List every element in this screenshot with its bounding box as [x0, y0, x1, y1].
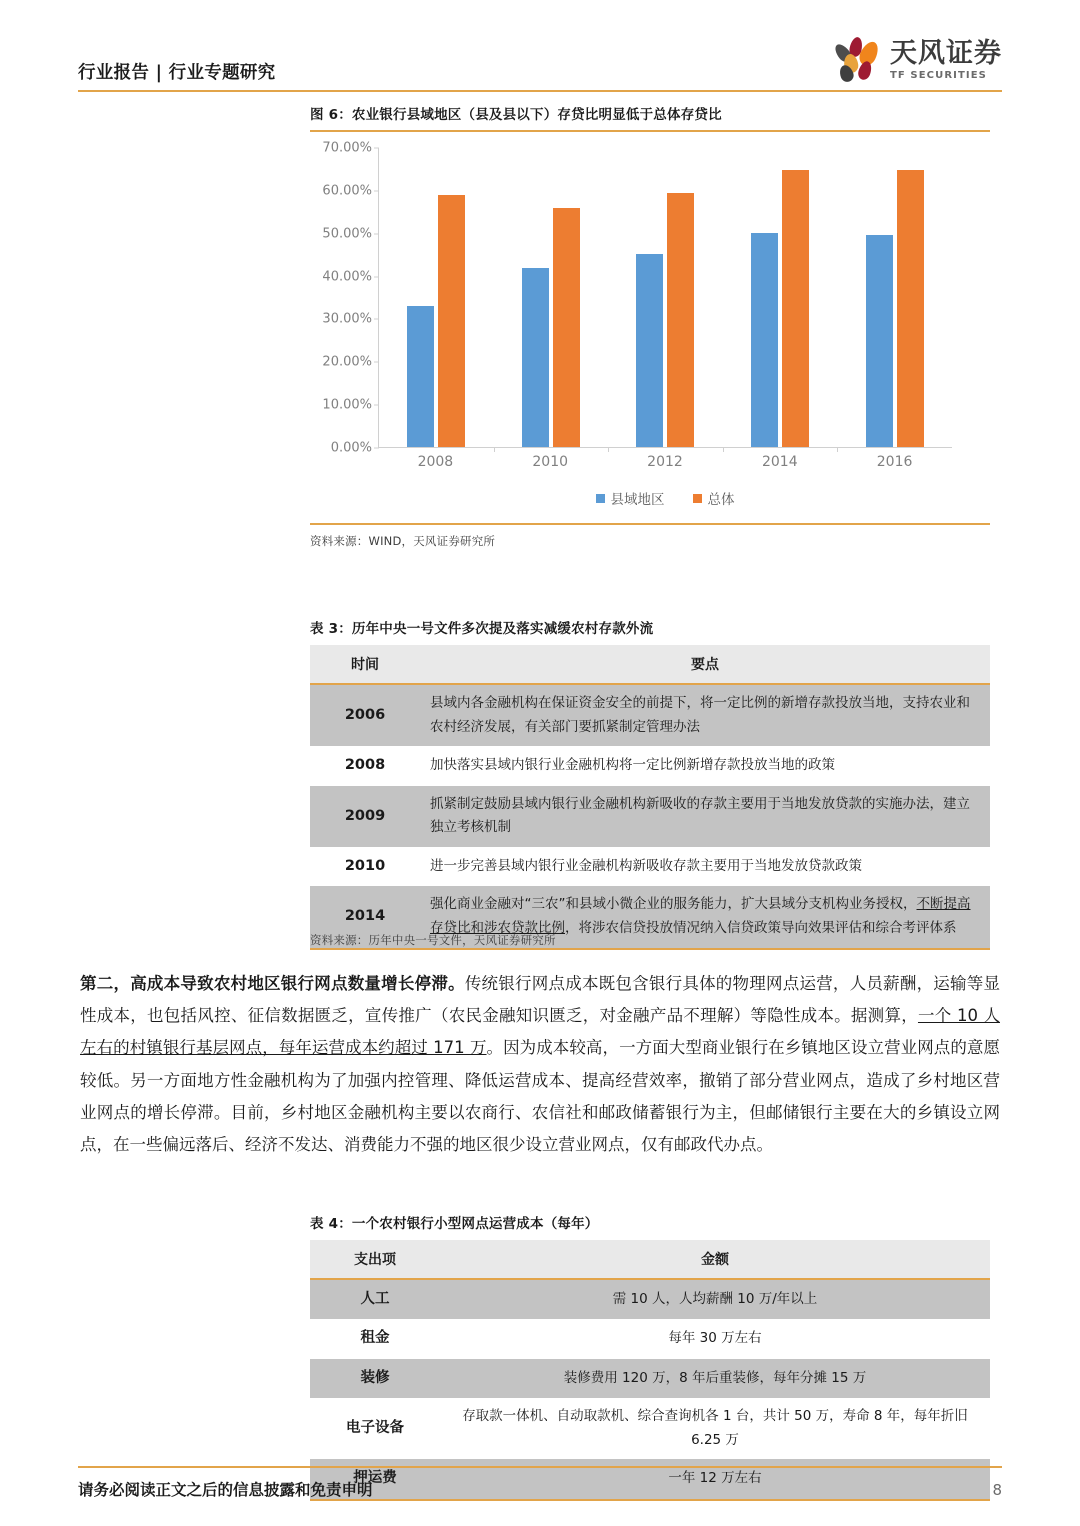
body-paragraph — [80, 968, 1000, 1161]
table3-cell-year: 2010 — [310, 847, 420, 886]
table4-row — [310, 1279, 990, 1319]
table4 — [310, 1240, 990, 1499]
chart-y-tick-mark — [374, 148, 379, 149]
table3-cell-point: 抓紧制定鼓励县域内银行业金融机构新吸收的存款主要用于当地发放贷款的实施办法，建立独立考核机制 — [420, 786, 990, 847]
chart-plot-area — [322, 140, 952, 456]
chart-y-tick-label: 50.00% — [322, 226, 372, 242]
table3-cell-year: 2014 — [310, 886, 420, 947]
table4-cell-amount: 装修费用 120 万，8 年后重装修，每年分摊 15 万 — [440, 1359, 990, 1398]
table4-cell-amount: 需 10 人，人均薪酬 10 万/年以上 — [440, 1279, 990, 1319]
table4-cell-amount: 存取款一体机、自动取款机、综合查询机各 1 台，共计 50 万，寿命 8 年，每年折旧 6.25 万 — [440, 1398, 990, 1459]
figure6-caption-block — [310, 103, 990, 132]
table3-bottom-divider — [310, 948, 990, 950]
table3-point-part-b: ，将涉农信贷投放情况纳入信贷政策导向效果评估和综合考评体系 — [565, 919, 957, 936]
legend-swatch-icon — [596, 494, 605, 503]
table4-row — [310, 1319, 990, 1358]
figure6-chart — [310, 140, 990, 530]
table3-cell-point: 加快落实县域内银行业金融机构将一定比例新增存款投放当地的政策 — [420, 746, 990, 785]
table4-caption-block — [310, 1212, 990, 1239]
page-footer — [78, 1466, 1002, 1500]
table4-cell-item: 装修 — [310, 1359, 440, 1398]
logo-chinese-name: 天风证券 — [890, 37, 1002, 69]
table4-cell-item: 押运费 — [310, 1459, 440, 1498]
legend-label: 总体 — [707, 492, 735, 508]
header-breadcrumb: 行业报告 | 行业专题研究 — [78, 63, 276, 83]
logo-wordmark — [890, 37, 1002, 81]
chart-legend — [378, 488, 952, 508]
legend-swatch-icon — [693, 494, 702, 503]
chart-y-tick-label: 10.00% — [322, 397, 372, 413]
chart-bar — [438, 195, 465, 447]
chart-y-tick-mark — [374, 319, 379, 320]
chart-y-tick-mark — [374, 405, 379, 406]
chart-bar-group — [379, 148, 494, 447]
footer-disclaimer: 请务必阅读正文之后的信息披露和免责申明 — [78, 1481, 373, 1499]
chart-y-tick-mark — [374, 362, 379, 363]
table3-body — [310, 684, 990, 948]
logo-flower-icon — [835, 37, 883, 83]
chart-bar — [522, 268, 549, 447]
chart-bar — [636, 254, 663, 447]
chart-legend-item[interactable] — [693, 488, 735, 508]
figure6-source-block — [310, 523, 990, 549]
figure6-source: 资料来源：WIND，天风证券研究所 — [310, 534, 496, 548]
chart-y-tick-label: 20.00% — [322, 354, 372, 370]
table4-cell-item: 人工 — [310, 1279, 440, 1319]
chart-y-tick-mark — [374, 448, 379, 449]
chart-x-tick-label: 2014 — [761, 454, 798, 470]
table3-row — [310, 786, 990, 847]
table4-cell-item: 电子设备 — [310, 1398, 440, 1459]
chart-x-axis-labels — [378, 454, 952, 470]
body-text-b: 。因为成本较高，一方面大型商业银行在乡镇地区设立营业网点的意愿较低。另一方面地方性金融机构为了加强内控管理、降低运营成本、提高经营效率，撤销了部分营业网点，造成了乡村地区营业网点的增长停滞。目前，乡村地区金融机构主要以农商行、农信社和邮政储蓄银行为主，但邮储银行主要在大的乡镇设立网点，在一些偏远落后、经济不发达、消费能力不强的地区很少设立营业网点，仅有邮政代办点。 — [80, 1038, 1001, 1154]
table3-cell-point: 县域内各金融机构在保证资金安全的前提下，将一定比例的新增存款投放当地，支持农业和农村经济发展，有关部门要抓紧制定管理办法 — [420, 684, 990, 746]
chart-bar — [897, 170, 924, 447]
chart-bar-group — [837, 148, 952, 447]
table3-row — [310, 684, 990, 746]
chart-bar-groups — [379, 148, 952, 447]
chart-y-tick-mark — [374, 276, 379, 277]
table4-cell-amount: 一年 12 万左右 — [440, 1459, 990, 1498]
figure6-caption-divider — [310, 130, 990, 132]
chart-bar — [751, 233, 778, 447]
body-lead-sentence: 第二，高成本导致农村地区银行网点数量增长停滞。 — [80, 974, 465, 993]
table3-caption-block — [310, 617, 990, 644]
chart-x-tick-label: 2008 — [417, 454, 454, 470]
table4-col-amount: 金额 — [440, 1240, 990, 1279]
chart-y-tick-mark — [374, 190, 379, 191]
chart-bar — [782, 170, 809, 447]
figure6-caption: 图 6：农业银行县域地区（县及县以下）存贷比明显低于总体存贷比 — [310, 107, 722, 123]
table3-source: 资料来源：历年中央一号文件，天风证券研究所 — [310, 933, 556, 947]
chart-y-tick-label: 60.00% — [322, 183, 372, 199]
table3-source-block — [310, 928, 990, 948]
chart-x-tick-label: 2012 — [647, 454, 683, 470]
table4-caption: 表 4：一个农村银行小型网点运营成本（每年） — [310, 1216, 599, 1232]
page-header — [78, 34, 1002, 92]
table4-row — [310, 1398, 990, 1459]
chart-y-tick-label: 40.00% — [322, 269, 372, 285]
tf-securities-logo — [835, 34, 1002, 86]
table4-cell-item: 租金 — [310, 1319, 440, 1358]
legend-label: 县域地区 — [610, 492, 665, 508]
table3-cell-year: 2006 — [310, 684, 420, 746]
table3-header-row — [310, 645, 990, 684]
chart-bar-group — [723, 148, 838, 447]
table3-cell-point: 进一步完善县域内银行业金融机构新吸收存款主要用于当地发放贷款政策 — [420, 847, 990, 886]
chart-legend-item[interactable] — [596, 488, 665, 508]
table3-cell-year: 2009 — [310, 786, 420, 847]
chart-x-tick-label: 2010 — [532, 454, 569, 470]
table3-col-time: 时间 — [310, 645, 420, 684]
footer-page-number: 8 — [992, 1481, 1002, 1499]
chart-bar — [407, 306, 434, 447]
table3-point-underlined: 不断提高存贷比和涉农贷款比例 — [430, 896, 971, 936]
chart-y-tick-label: 0.00% — [330, 440, 372, 456]
chart-bar-group — [608, 148, 723, 447]
table3-row — [310, 847, 990, 886]
header-divider — [78, 90, 1002, 92]
table3-col-point: 要点 — [420, 645, 990, 684]
table3 — [310, 645, 990, 948]
table4-row — [310, 1359, 990, 1398]
body-text-underlined: 一个 10 人左右的村镇银行基层网点，每年运营成本约超过 171 万 — [80, 1006, 1000, 1058]
table4-header-row — [310, 1240, 990, 1279]
table4-col-item: 支出项 — [310, 1240, 440, 1279]
logo-english-name: TF SECURITIES — [890, 69, 987, 81]
table3-caption: 表 3：历年中央一号文件多次提及落实减缓农村存款外流 — [310, 621, 654, 637]
table3-point-part-a: 强化商业金融对“三农”和县域小微企业的服务能力，扩大县域分支机构业务授权， — [430, 896, 917, 913]
body-text-a: 传统银行网点成本既包含银行具体的物理网点运营，人员薪酬，运输等显性成本，也包括风控、征信数据匮乏，宣传推广（农民金融知识匮乏，对金融产品不理解）等隐性成本。据测算， — [80, 974, 1001, 1026]
chart-bar-group — [494, 148, 609, 447]
chart-y-tick-mark — [374, 233, 379, 234]
chart-bar — [866, 235, 893, 447]
table4-cell-amount: 每年 30 万左右 — [440, 1319, 990, 1358]
chart-y-tick-label: 70.00% — [322, 140, 372, 156]
chart-y-tick-label: 30.00% — [322, 311, 372, 327]
chart-x-tick-label: 2016 — [876, 454, 913, 470]
chart-bar — [553, 208, 580, 447]
table3-cell-year: 2008 — [310, 746, 420, 785]
table3-row — [310, 746, 990, 785]
chart-bar — [667, 193, 694, 447]
